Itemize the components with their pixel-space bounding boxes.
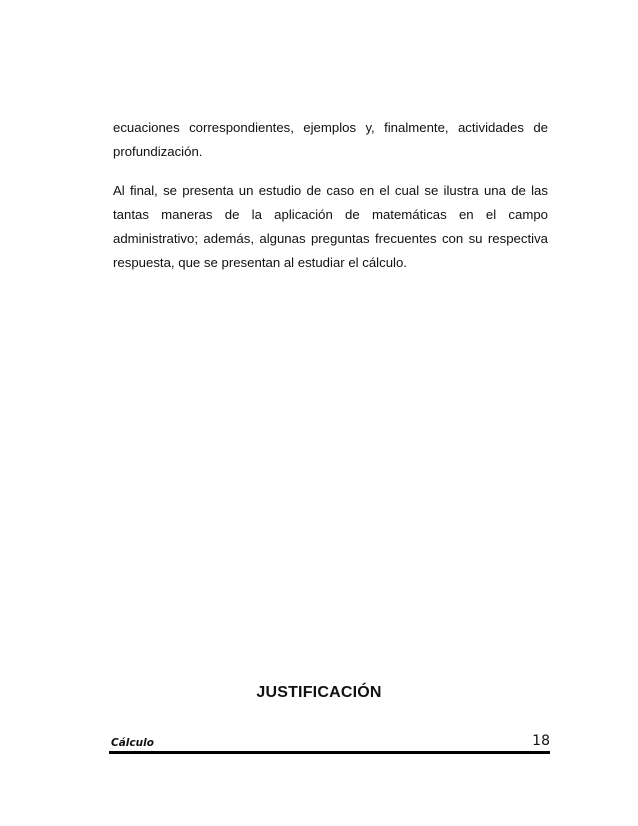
section-heading: JUSTIFICACIÓN (256, 684, 382, 701)
footer-title: Cálculo (111, 737, 154, 749)
page-number: 18 (532, 733, 550, 749)
body-paragraph-2: Al final, se presenta un estudio de caso en el cual se ilustra una de las tantas maneras de la aplicación de matemáticas en el campo administrativo; además, algunas preguntas frecuentes con su respectiva respuesta, que se presentan al estudiar el cálculo. (113, 183, 548, 270)
footer-divider (109, 751, 550, 754)
body-paragraph-1: ecuaciones correspondientes, ejemplos y, finalmente, actividades de profundización. (113, 120, 548, 159)
